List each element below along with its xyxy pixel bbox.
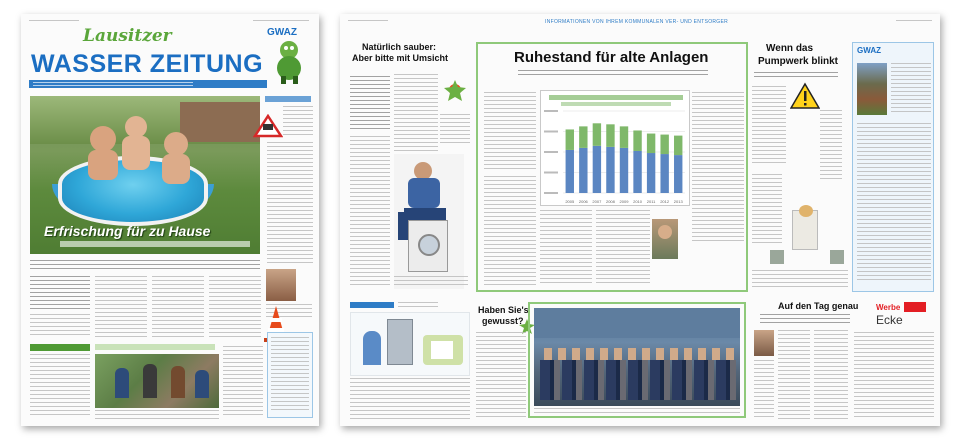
corner-logo-mark	[904, 302, 926, 312]
chart-bar-2007-series-2	[593, 123, 601, 146]
bottom-right-subheadline	[760, 314, 850, 324]
right-column-text-2	[267, 142, 313, 264]
corner-text	[854, 332, 934, 420]
chart-bar-2005-series-2	[566, 129, 574, 150]
chart-y-tick	[544, 151, 558, 153]
bottom-column-3	[223, 346, 263, 416]
mascot-icon	[267, 36, 315, 90]
subtitle-bar	[29, 80, 267, 88]
group-photo	[534, 308, 740, 406]
issue-line	[29, 20, 79, 24]
right-column-1	[752, 86, 786, 166]
photo-caption: Erfrischung für zu Hause	[44, 223, 211, 239]
photo-caption-left	[394, 276, 468, 286]
center-subheadline	[518, 70, 708, 78]
right-column-text	[283, 106, 313, 136]
portrait-bottom-right	[754, 330, 774, 356]
bottom-left-text	[350, 378, 470, 420]
chart-panel	[540, 90, 690, 206]
column-4-text	[209, 276, 261, 338]
date-line	[253, 20, 309, 24]
center-column-4	[692, 92, 744, 242]
lead-text	[30, 276, 90, 312]
right-headline-2: Pumpwerk blinkt	[758, 56, 839, 67]
left-headline-1: Natürlich sauber:	[362, 42, 437, 52]
right-column-header	[265, 96, 311, 102]
corner-label-2: Ecke	[876, 313, 903, 327]
corner-label-1: Werbe	[876, 303, 901, 312]
bottom-left-tag-2	[398, 302, 438, 308]
right-column-2	[820, 110, 842, 180]
left-headline-2: Aber bitte mit Umsicht	[352, 53, 449, 63]
building-photo	[857, 63, 887, 115]
chart-bar-2011-series-1	[647, 153, 655, 193]
chart-x-label: 2011	[646, 199, 656, 204]
illustration-washing	[350, 312, 470, 376]
chart-x-label: 2010	[633, 199, 643, 204]
front-photo-pool	[30, 96, 260, 254]
bottom-center-headline-1: Haben Sie's	[478, 305, 529, 315]
newspaper-inner-spread	[340, 14, 940, 426]
chart-bar-2008-series-1	[606, 147, 614, 193]
chart-bar-2013-series-1	[674, 155, 682, 193]
chart-y-tick	[544, 110, 558, 112]
group-photo-caption	[534, 408, 740, 416]
warning-sign-icon	[253, 114, 283, 138]
column-2-text	[95, 276, 147, 338]
bottom-column-1	[30, 354, 90, 418]
gwaz-logo	[267, 28, 315, 82]
center-article-frame	[476, 42, 748, 292]
column-3-text	[152, 276, 204, 338]
chart-bar-2009-series-2	[620, 126, 628, 148]
warning-sign-icon	[790, 82, 820, 110]
green-section-tag	[30, 344, 90, 351]
sidebar-text-1	[891, 63, 931, 115]
chart-x-label: 2009	[619, 199, 629, 204]
pump-thumb-2	[830, 250, 844, 264]
pump-thumb-1	[770, 250, 784, 264]
chart-bar-2008-series-2	[606, 124, 614, 147]
bottom-photo-people	[95, 354, 219, 408]
chart-bar-2012-series-1	[660, 154, 668, 193]
right-caption	[752, 270, 848, 288]
chart-bar-2010-series-2	[633, 130, 641, 151]
bottom-photo-caption	[95, 410, 219, 420]
sidebar-logo-text: GWAZ	[857, 46, 881, 55]
center-headline: Ruhestand für alte Anlagen	[514, 49, 709, 66]
bottom-left-tag	[350, 302, 394, 308]
center-column-3	[596, 210, 650, 286]
center-column-1	[484, 92, 536, 172]
right-subheadline	[754, 72, 838, 80]
chart-bar-2006-series-1	[579, 148, 587, 193]
chart-bar-2007-series-1	[593, 146, 601, 193]
chart-bar-2005-series-1	[566, 150, 574, 193]
chart-bar-2013-series-2	[674, 136, 682, 155]
bottom-headline-bar	[95, 344, 215, 350]
center-column-2	[540, 210, 592, 286]
bottom-center-headline-2: gewusst?	[482, 316, 524, 326]
chart-x-label: 2012	[660, 199, 670, 204]
photo-subcaption	[30, 260, 260, 272]
left-column-3	[440, 114, 470, 144]
bottom-center-text	[476, 332, 526, 420]
right-column-3	[752, 174, 782, 244]
chart-y-tick	[544, 192, 558, 194]
mascot-icon	[440, 78, 470, 108]
left-column-1	[350, 136, 390, 286]
bottom-right-column-0	[754, 360, 774, 420]
logo-text: GWAZ	[267, 27, 297, 38]
chart-title-bar	[549, 95, 683, 100]
contact-sidebar	[852, 42, 934, 292]
bottom-right-column-1	[778, 330, 810, 420]
spread-date-line	[896, 20, 932, 24]
newspaper-front-page	[21, 14, 319, 426]
bar-chart	[541, 107, 691, 207]
chart-x-label: 2013	[673, 199, 683, 204]
column-1-text	[30, 314, 90, 338]
center-column-1b	[484, 176, 536, 286]
chart-subtitle-bar	[561, 102, 671, 106]
spread-header-banner: INFORMATIONEN VON IHREM KOMMUNALEN VER- UND ENTSORGER	[545, 19, 729, 25]
sidebar-text-2	[857, 123, 931, 283]
portrait-center	[652, 219, 678, 259]
chart-bar-2010-series-1	[633, 151, 641, 193]
spread-issue-line	[348, 20, 388, 24]
chart-bar-2012-series-2	[660, 135, 668, 154]
chart-x-label: 2006	[578, 199, 588, 204]
chart-bar-2011-series-2	[647, 134, 655, 153]
left-lead-text	[350, 76, 390, 132]
left-column-2	[394, 74, 438, 154]
masthead-title: WASSER ZEITUNG	[31, 50, 264, 78]
chart-bar-2006-series-2	[579, 126, 587, 148]
chart-y-tick	[544, 131, 558, 133]
portrait-photo	[266, 269, 296, 301]
chart-y-tick	[544, 172, 558, 174]
bottom-right-headline: Auf den Tag genau	[778, 301, 859, 311]
pump-photo	[792, 210, 818, 250]
chart-x-label: 2008	[605, 199, 615, 204]
group-photo-frame	[528, 302, 746, 418]
right-headline-1: Wenn das	[766, 43, 814, 54]
chart-x-label: 2005	[565, 199, 575, 204]
photo-man-washing-machine	[394, 154, 464, 289]
chart-bar-2009-series-1	[620, 148, 628, 193]
info-box	[267, 332, 313, 418]
chart-x-label: 2007	[592, 199, 602, 204]
bottom-right-column-2	[814, 330, 848, 420]
masthead-script: Lausitzer	[83, 26, 172, 46]
